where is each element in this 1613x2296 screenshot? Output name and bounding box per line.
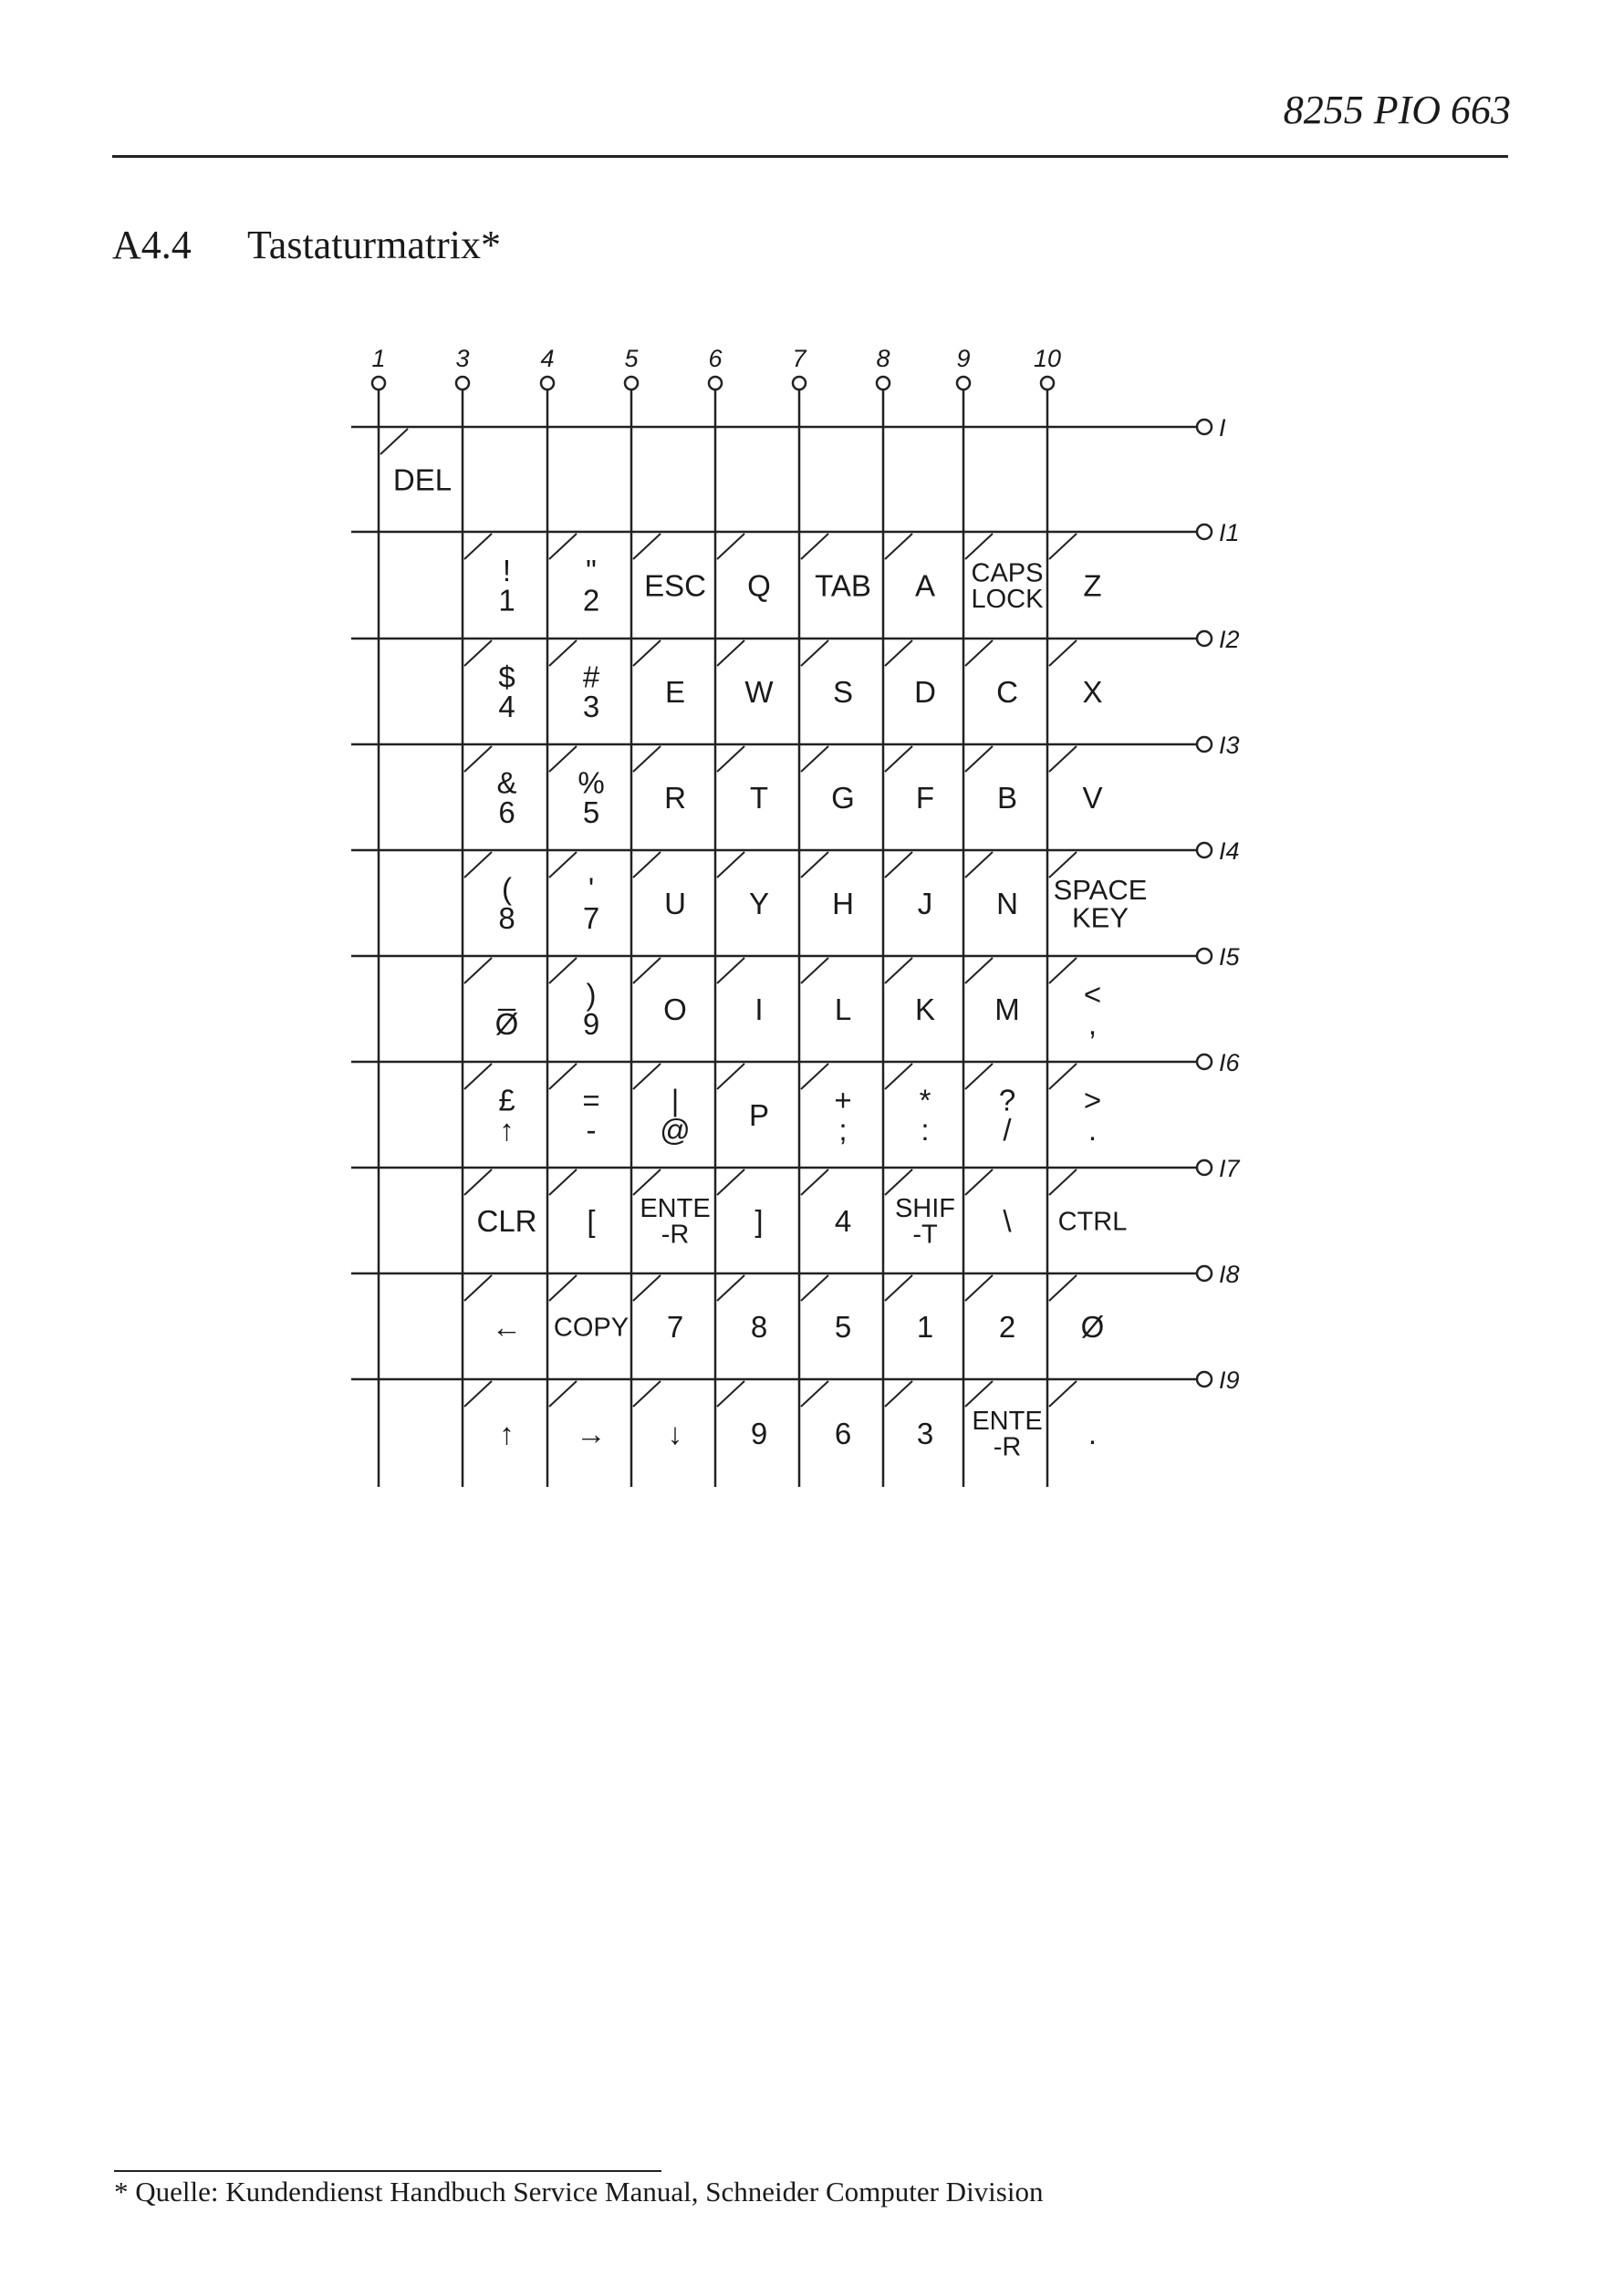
key-label: I [754, 992, 764, 1026]
key-switch-mark [885, 640, 912, 666]
key-switch-mark [549, 1169, 577, 1195]
row-label: I7 [1219, 1155, 1240, 1182]
key-label: 2 [998, 1309, 1016, 1344]
key-label: £ ↑ [498, 1083, 515, 1148]
key-label: SHIF -T [894, 1194, 956, 1250]
key-switch-mark [549, 640, 577, 666]
key-switch-mark [380, 429, 408, 454]
key-label: H [832, 886, 854, 920]
key-switch-mark [885, 1381, 912, 1407]
key-switch-mark [801, 1381, 828, 1407]
key-switch-mark [885, 1064, 912, 1089]
key-label: M [994, 992, 1020, 1026]
column-terminal [793, 377, 806, 390]
key-label: ↓ [667, 1416, 683, 1450]
column-label: 8 [876, 345, 890, 372]
key-switch-mark [801, 1064, 828, 1089]
key-label: C [996, 674, 1018, 709]
key-label: ( 8 [498, 871, 515, 936]
key-switch-mark [633, 1381, 661, 1407]
key-switch-mark [549, 746, 577, 772]
key-label: TAB [815, 568, 871, 603]
key-label: G [831, 780, 855, 815]
key-switch-mark [717, 1064, 744, 1089]
key-switch-mark [633, 852, 661, 878]
key-switch-mark [549, 958, 577, 983]
column-terminal [877, 377, 890, 390]
column-label: 1 [371, 345, 386, 372]
key-switch-mark [801, 534, 828, 559]
key-switch-mark [633, 640, 661, 666]
key-switch-mark [965, 746, 993, 772]
key-label: $ 4 [498, 660, 515, 724]
section-number: A4.4 [112, 223, 192, 267]
running-header: 8255 PIO 663 [1283, 88, 1511, 132]
key-switch-mark [965, 1275, 993, 1301]
row-label: I8 [1219, 1261, 1240, 1288]
key-label: COPY [553, 1313, 630, 1343]
key-label: Z [1083, 568, 1102, 603]
key-switch-mark [1049, 1275, 1077, 1301]
key-switch-mark [885, 1275, 912, 1301]
key-label: 4 [834, 1203, 852, 1238]
key-switch-mark [885, 534, 912, 559]
key-switch-mark [965, 852, 993, 878]
key-label: 5 [834, 1309, 852, 1344]
key-label: ENTE -R [640, 1194, 711, 1250]
key-switch-mark [633, 1275, 661, 1301]
key-label: ENTE -R [972, 1407, 1043, 1462]
row-label: I [1219, 414, 1226, 442]
key-switch-mark [801, 746, 828, 772]
key-switch-mark [464, 1275, 492, 1301]
column-terminal [625, 377, 638, 390]
key-label: * : [919, 1083, 931, 1148]
key-switch-mark [464, 1169, 492, 1195]
column-terminal [372, 377, 385, 390]
column-label: 4 [540, 345, 555, 372]
key-label: . [1087, 1416, 1098, 1450]
row-label: I3 [1219, 732, 1240, 759]
key-switch-mark [1049, 640, 1077, 666]
key-switch-mark [549, 1064, 577, 1089]
column-label: 5 [624, 345, 639, 372]
key-label: P [748, 1097, 770, 1132]
key-label: 8 [750, 1309, 768, 1344]
key-label: < , [1083, 977, 1102, 1042]
key-switch-mark [801, 852, 828, 878]
key-label: & 6 [496, 765, 517, 830]
key-label: ! 1 [498, 554, 515, 618]
key-switch-mark [464, 1381, 492, 1407]
key-label: ← [492, 1309, 522, 1344]
key-switch-mark [1049, 1381, 1077, 1407]
row-label: I9 [1219, 1366, 1240, 1394]
key-switch-mark [1049, 958, 1077, 983]
key-switch-mark [549, 1381, 577, 1407]
row-label: I4 [1219, 837, 1240, 865]
key-switch-mark [633, 1064, 661, 1089]
key-switch-mark [965, 958, 993, 983]
key-switch-mark [717, 534, 744, 559]
key-switch-mark [717, 1381, 744, 1407]
row-label: I2 [1219, 626, 1240, 653]
key-label: Ø [1080, 1309, 1105, 1344]
section-title: Tastaturmatrix* [247, 223, 501, 267]
key-label: " 2 [582, 554, 600, 618]
key-label: % 5 [578, 765, 605, 830]
key-switch-mark [633, 534, 661, 559]
key-label: W [744, 674, 774, 709]
key-label: U [664, 886, 686, 920]
column-terminal [541, 377, 554, 390]
key-switch-mark [885, 852, 912, 878]
key-label: R [664, 780, 686, 815]
key-switch-mark [801, 1275, 828, 1301]
key-label: → [576, 1416, 607, 1450]
key-switch-mark [1049, 534, 1077, 559]
key-switch-mark [549, 534, 577, 559]
column-terminal [456, 377, 469, 390]
key-label: 7 [666, 1309, 684, 1344]
column-label: 7 [792, 345, 806, 372]
key-switch-mark [464, 640, 492, 666]
key-switch-mark [965, 534, 993, 559]
key-label: Q [747, 568, 771, 603]
key-switch-mark [885, 746, 912, 772]
key-label: A [914, 568, 936, 603]
key-switch-mark [633, 1169, 661, 1195]
key-label: ↑ [499, 1416, 515, 1450]
key-switch-mark [801, 640, 828, 666]
key-label: 3 [916, 1416, 934, 1450]
column-label: 9 [956, 345, 971, 372]
column-terminal [709, 377, 722, 390]
key-switch-mark [1049, 746, 1077, 772]
row-label: I1 [1219, 519, 1240, 546]
key-switch-mark [801, 958, 828, 983]
key-label: 6 [834, 1416, 852, 1450]
column-label: 10 [1033, 345, 1062, 372]
row-terminal [1197, 420, 1212, 434]
key-switch-mark [717, 1275, 744, 1301]
key-label: V [1082, 780, 1103, 815]
key-label: DEL [392, 462, 453, 497]
key-switch-mark [965, 1381, 993, 1407]
key-switch-mark [464, 958, 492, 983]
row-terminal [1197, 737, 1212, 752]
column-terminal [1041, 377, 1054, 390]
key-label: ? / [998, 1083, 1016, 1148]
key-switch-mark [717, 640, 744, 666]
row-terminal [1197, 1160, 1212, 1175]
row-label: I6 [1219, 1049, 1240, 1076]
key-label: N [996, 886, 1018, 920]
key-switch-mark [464, 534, 492, 559]
key-label: + ; [834, 1083, 852, 1148]
key-label: S [832, 674, 854, 709]
column-label: 3 [455, 345, 470, 372]
key-switch-mark [717, 958, 744, 983]
key-label: | @ [660, 1083, 691, 1148]
key-switch-mark [801, 1169, 828, 1195]
key-label: 9 [750, 1416, 768, 1450]
key-label: \ [1003, 1203, 1012, 1238]
key-switch-mark [885, 1169, 912, 1195]
key-label: CLR [476, 1203, 537, 1238]
key-switch-mark [965, 640, 993, 666]
row-terminal [1197, 949, 1212, 963]
key-switch-mark [965, 1064, 993, 1089]
key-label: B [996, 780, 1018, 815]
key-label: Y [748, 886, 770, 920]
key-switch-mark [885, 958, 912, 983]
key-label: 1 [916, 1309, 934, 1344]
key-switch-mark [464, 852, 492, 878]
row-terminal [1197, 843, 1212, 857]
key-label: ESC [644, 568, 706, 603]
key-switch-mark [633, 746, 661, 772]
key-label: [ [587, 1203, 596, 1238]
key-switch-mark [965, 1169, 993, 1195]
key-switch-mark [549, 1275, 577, 1301]
key-switch-mark [464, 1064, 492, 1089]
key-label: O [663, 992, 687, 1026]
key-label: F [915, 780, 935, 815]
column-label: 6 [708, 345, 723, 372]
key-label: K [914, 992, 936, 1026]
key-label: X [1082, 674, 1103, 709]
key-switch-mark [717, 746, 744, 772]
row-terminal [1197, 1372, 1212, 1387]
key-label: ' 7 [582, 871, 600, 936]
key-switch-mark [717, 852, 744, 878]
row-terminal [1197, 525, 1212, 539]
key-label: T [749, 780, 769, 815]
key-label: SPACE KEY [1053, 873, 1148, 934]
key-label: ) 9 [582, 977, 600, 1042]
row-label: I5 [1219, 943, 1240, 971]
key-switch-mark [633, 958, 661, 983]
row-terminal [1197, 1266, 1212, 1281]
key-label: > . [1083, 1083, 1102, 1148]
key-switch-mark [464, 746, 492, 772]
key-label: # 3 [582, 660, 600, 724]
key-label: ] [754, 1203, 764, 1238]
key-label: CAPS LOCK [971, 558, 1044, 615]
key-switch-mark [1049, 1169, 1077, 1195]
key-label: = - [582, 1083, 600, 1148]
row-terminal [1197, 631, 1212, 646]
key-label: _ Ø [494, 977, 519, 1042]
key-switch-mark [717, 1169, 744, 1195]
key-switch-mark [1049, 1064, 1077, 1089]
key-label: D [914, 674, 936, 709]
key-label: L [834, 992, 852, 1026]
footnote: * Quelle: Kundendienst Handbuch Service Manual, Schneider Computer Division [114, 2176, 1044, 2208]
key-label: CTRL [1057, 1207, 1128, 1237]
key-label: J [917, 886, 933, 920]
footnote-rule [114, 2170, 661, 2172]
key-label: E [664, 674, 686, 709]
row-terminal [1197, 1054, 1212, 1069]
column-terminal [957, 377, 970, 390]
key-switch-mark [549, 852, 577, 878]
